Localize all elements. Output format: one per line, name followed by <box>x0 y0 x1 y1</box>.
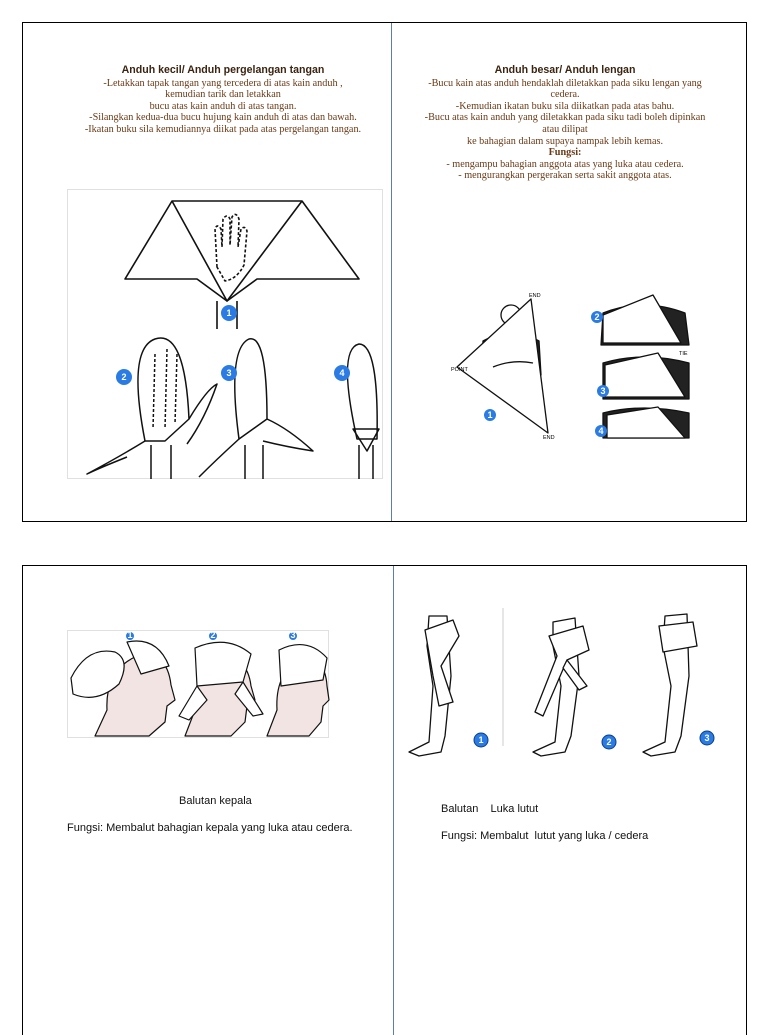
step-number: 4 <box>598 426 604 436</box>
step-badge <box>602 735 616 749</box>
step-number: 1 <box>226 308 232 318</box>
wrist-sling-illustration <box>67 189 383 479</box>
head-bandage-fungsi <box>67 822 353 834</box>
large-sling-text <box>395 65 735 182</box>
large-sling-line: -Bucu atas kain anduh yang diletakkan pada siku tadi boleh dipinkan <box>424 112 706 124</box>
step-badge <box>474 733 488 747</box>
caption-text: Balutan Luka lutut <box>441 803 539 815</box>
caption-text: Balutan kepala <box>179 795 252 807</box>
step-number: 3 <box>704 733 710 743</box>
small-sling-title: Anduh kecil/ Anduh pergelangan tangan <box>121 64 325 76</box>
label-end-bottom: END <box>543 435 555 441</box>
large-sling-line: atau dilipat <box>542 123 588 135</box>
small-sling-line: -Silangkan kedua-dua bucu hujung kain anduh di atas dan bawah. <box>89 112 357 124</box>
small-sling-line: kemudian tarik dan letakkan <box>165 89 281 101</box>
fungsi-line: - mengurangkan pergerakan serta sakit anggota atas. <box>458 170 672 182</box>
small-sling-line: bucu atas kain anduh di atas tangan. <box>149 100 297 112</box>
fungsi-heading: Fungsi: <box>548 147 582 159</box>
step-number: 3 <box>226 368 232 378</box>
fungsi-text: Fungsi: Membalut lutut yang luka / cedera <box>441 830 649 842</box>
step-number: 4 <box>339 368 345 378</box>
step-badge <box>591 311 603 323</box>
step-number: 2 <box>121 372 127 382</box>
knee-bandage-fungsi <box>441 830 648 842</box>
small-sling-line: -Letakkan tapak tangan yang tercedera di atas kain anduh , <box>103 77 343 89</box>
step-number: 1 <box>487 410 493 420</box>
small-sling-text <box>63 65 383 136</box>
step-badge <box>597 385 609 397</box>
step-badge <box>221 305 237 321</box>
label-end-top: END <box>529 293 541 299</box>
column-divider <box>393 566 394 1035</box>
knee-bandage-illustration <box>403 606 723 766</box>
fungsi-line: - mengampu bahagian anggota atas yang luka atau cedera. <box>446 158 684 170</box>
fungsi-text: Fungsi: Membalut bahagian kepala yang luka atau cedera. <box>67 822 353 834</box>
label-point: POINT <box>451 367 468 373</box>
page-2 <box>22 565 747 1035</box>
step-number: 1 <box>127 630 133 640</box>
step-number: 3 <box>600 386 606 396</box>
step-badge <box>116 369 132 385</box>
head-bandage-caption <box>179 795 252 807</box>
large-sling-line: cedera. <box>550 89 580 101</box>
step-number: 2 <box>210 630 216 640</box>
head-bandage-illustration <box>67 630 329 738</box>
step-number: 1 <box>478 735 484 745</box>
small-sling-line: -Ikatan buku sila kemudiannya diikat pada atas pergelangan tangan. <box>84 123 362 135</box>
page-1 <box>22 22 747 522</box>
step-badge <box>221 365 237 381</box>
step-number: 3 <box>290 630 296 640</box>
step-badge <box>595 425 607 437</box>
step-badge <box>334 365 350 381</box>
arm-sling-illustration <box>451 263 693 441</box>
step-badge <box>700 731 714 745</box>
column-divider <box>391 23 392 521</box>
step-number: 2 <box>606 737 612 747</box>
large-sling-title: Anduh besar/ Anduh lengan <box>494 64 636 76</box>
large-sling-line: -Kemudian ikatan buku sila diikatkan pada atas bahu. <box>455 100 675 112</box>
step-number: 2 <box>594 312 600 322</box>
large-sling-line: ke bahagian dalam supaya nampak lebih kemas. <box>466 135 664 147</box>
label-tie: TIE <box>679 351 688 357</box>
large-sling-line: -Bucu kain atas anduh hendaklah diletakkan pada siku lengan yang <box>428 77 702 89</box>
step-badge <box>484 409 496 421</box>
knee-bandage-caption <box>441 803 538 815</box>
